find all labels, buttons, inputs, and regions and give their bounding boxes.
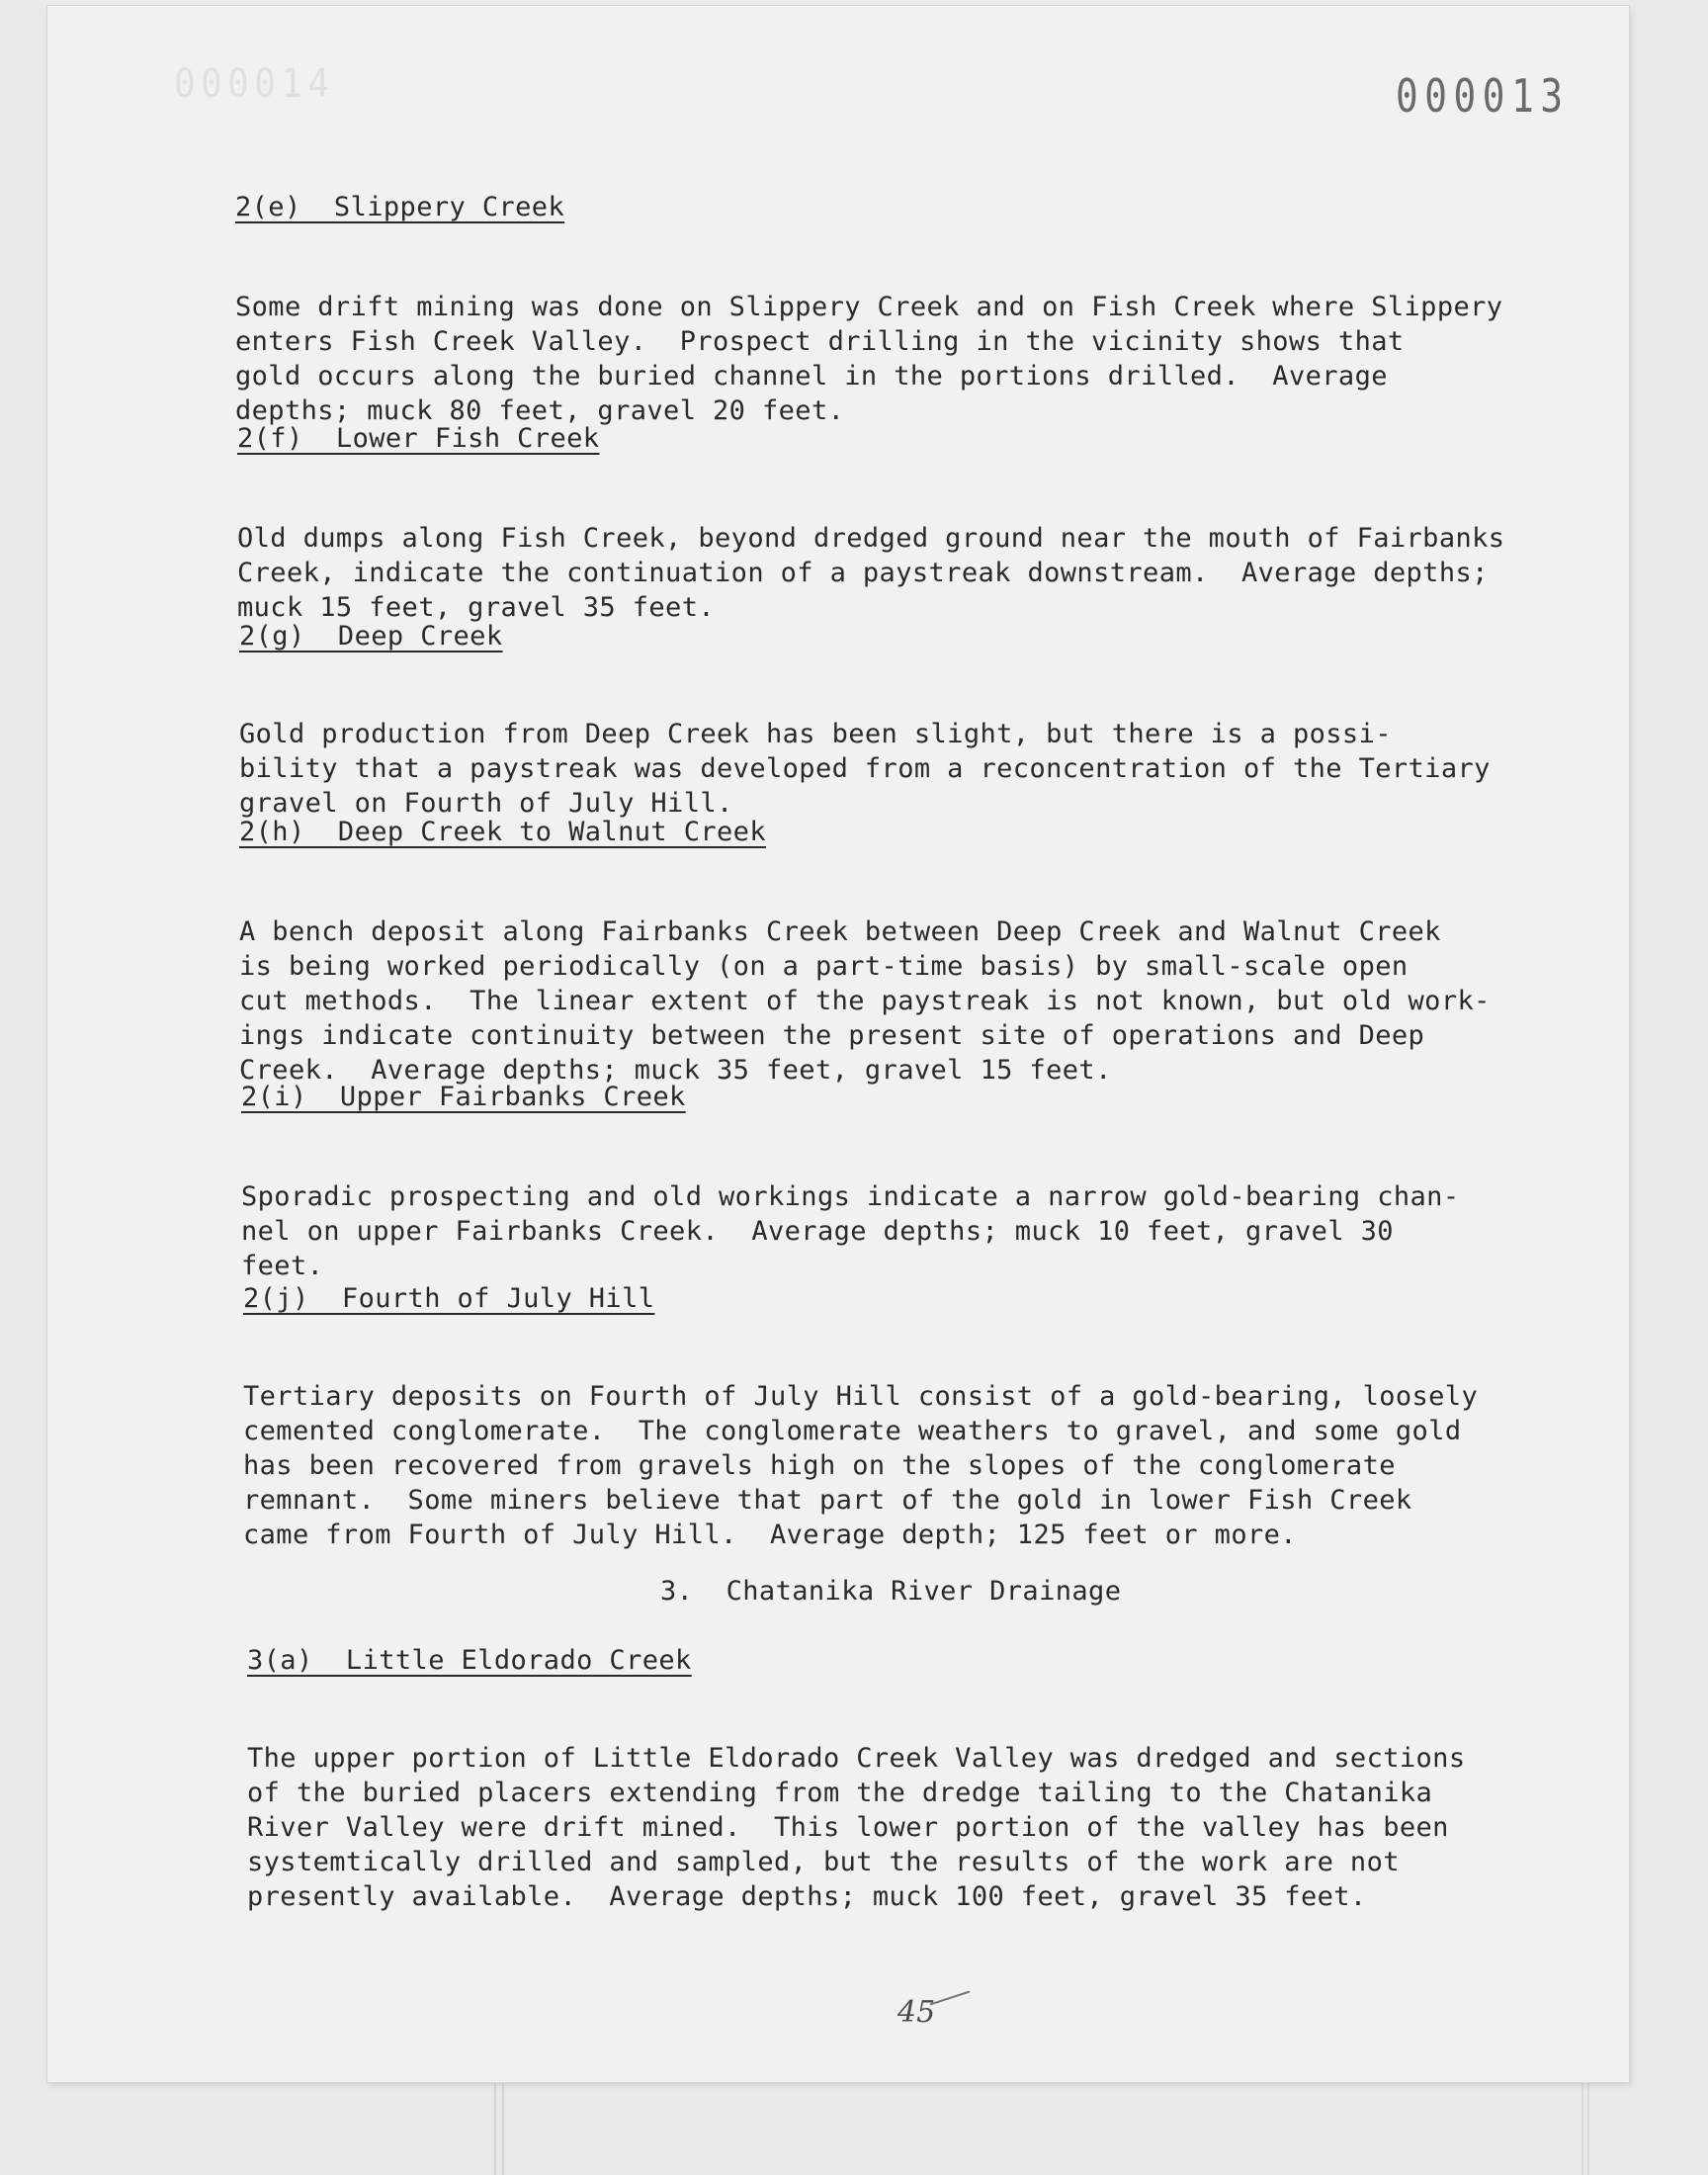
- text-line: has been recovered from gravels high on the slopes of the conglomerate: [243, 1450, 1396, 1481]
- text-line: remnant. Some miners believe that part of the gold in lower Fish Creek: [243, 1485, 1412, 1516]
- page-edge-line: [502, 2082, 504, 2175]
- text-line: cut methods. The linear extent of the paystreak is not known, but old work-: [239, 986, 1491, 1016]
- section-heading-2j: 2(j) Fourth of July Hill: [243, 1283, 655, 1314]
- text-line: A bench deposit along Fairbanks Creek between Deep Creek and Walnut Creek: [239, 916, 1441, 947]
- chapter-heading: 3. Chatanika River Drainage: [660, 1576, 1122, 1607]
- text-line: bility that a paystreak was developed from a reconcentration of the Tertiary: [239, 753, 1491, 784]
- document-page: [47, 6, 1629, 2082]
- text-line: Sporadic prospecting and old workings indicate a narrow gold-bearing chan-: [241, 1181, 1460, 1212]
- stamp-number: 000013: [1396, 69, 1570, 123]
- section-heading-2f: 2(f) Lower Fish Creek: [237, 423, 600, 454]
- text-line: systemtically drilled and sampled, but the results of the work are not: [247, 1847, 1400, 1877]
- section-heading-2i: 2(i) Upper Fairbanks Creek: [241, 1082, 686, 1112]
- section-paragraph-2j: [243, 1345, 1478, 1552]
- text-line: came from Fourth of July Hill. Average depth; 125 feet or more.: [243, 1520, 1297, 1550]
- section-paragraph-2h: [239, 880, 1491, 1088]
- text-line: gravel on Fourth of July Hill.: [239, 788, 733, 819]
- text-line: Some drift mining was done on Slippery Creek and on Fish Creek where Slippery: [235, 292, 1503, 322]
- section-heading-2e: 2(e) Slippery Creek: [235, 192, 565, 222]
- text-line: Tertiary deposits on Fourth of July Hill consist of a gold-bearing, loosely: [243, 1381, 1479, 1412]
- text-line: Gold production from Deep Creek has been slight, but there is a possi-: [239, 719, 1392, 749]
- section-heading-3a: 3(a) Little Eldorado Creek: [247, 1645, 692, 1676]
- text-line: River Valley were drift mined. This lower portion of the valley has been: [247, 1812, 1449, 1843]
- text-line: cemented conglomerate. The conglomerate weathers to gravel, and some gold: [243, 1416, 1462, 1446]
- section-paragraph-2i: [241, 1145, 1460, 1283]
- text-line: The upper portion of Little Eldorado Creek Valley was dredged and sections: [247, 1743, 1466, 1774]
- section-paragraph-2e: [235, 255, 1502, 428]
- handwritten-stroke: [930, 1991, 971, 2006]
- text-line: Creek. Average depths; muck 35 feet, gravel 15 feet.: [239, 1055, 1112, 1086]
- section-paragraph-2g: [239, 682, 1491, 821]
- page-edge-line: [494, 2082, 496, 2175]
- section-heading-2g: 2(g) Deep Creek: [239, 621, 503, 652]
- text-line: ings indicate continuity between the present site of operations and Deep: [239, 1020, 1425, 1051]
- text-line: nel on upper Fairbanks Creek. Average depths; muck 10 feet, gravel 30: [241, 1216, 1394, 1247]
- text-line: muck 15 feet, gravel 35 feet.: [237, 592, 716, 623]
- text-line: presently available. Average depths; muck 100 feet, gravel 35 feet.: [247, 1881, 1367, 1912]
- text-line: of the buried placers extending from the dredge tailing to the Chatanika: [247, 1778, 1433, 1808]
- section-paragraph-3a: [247, 1706, 1466, 1914]
- text-line: depths; muck 80 feet, gravel 20 feet.: [235, 395, 845, 426]
- text-line: gold occurs along the buried channel in the portions drilled. Average: [235, 361, 1388, 392]
- text-line: Creek, indicate the continuation of a paystreak downstream. Average depths;: [237, 558, 1489, 588]
- text-line: Old dumps along Fish Creek, beyond dredged ground near the mouth of Fairbanks: [237, 523, 1505, 554]
- text-line: enters Fish Creek Valley. Prospect drilling in the vicinity shows that: [235, 326, 1405, 357]
- page-edge-line: [1581, 2082, 1583, 2175]
- text-line: feet.: [241, 1251, 324, 1281]
- faint-stamp-number: 000014: [174, 61, 335, 107]
- page-number: 45: [897, 1995, 936, 2030]
- text-line: is being worked periodically (on a part-time basis) by small-scale open: [239, 951, 1409, 982]
- section-paragraph-2f: [237, 486, 1504, 625]
- section-heading-2h: 2(h) Deep Creek to Walnut Creek: [239, 817, 766, 847]
- page-edge-line: [1587, 2082, 1589, 2175]
